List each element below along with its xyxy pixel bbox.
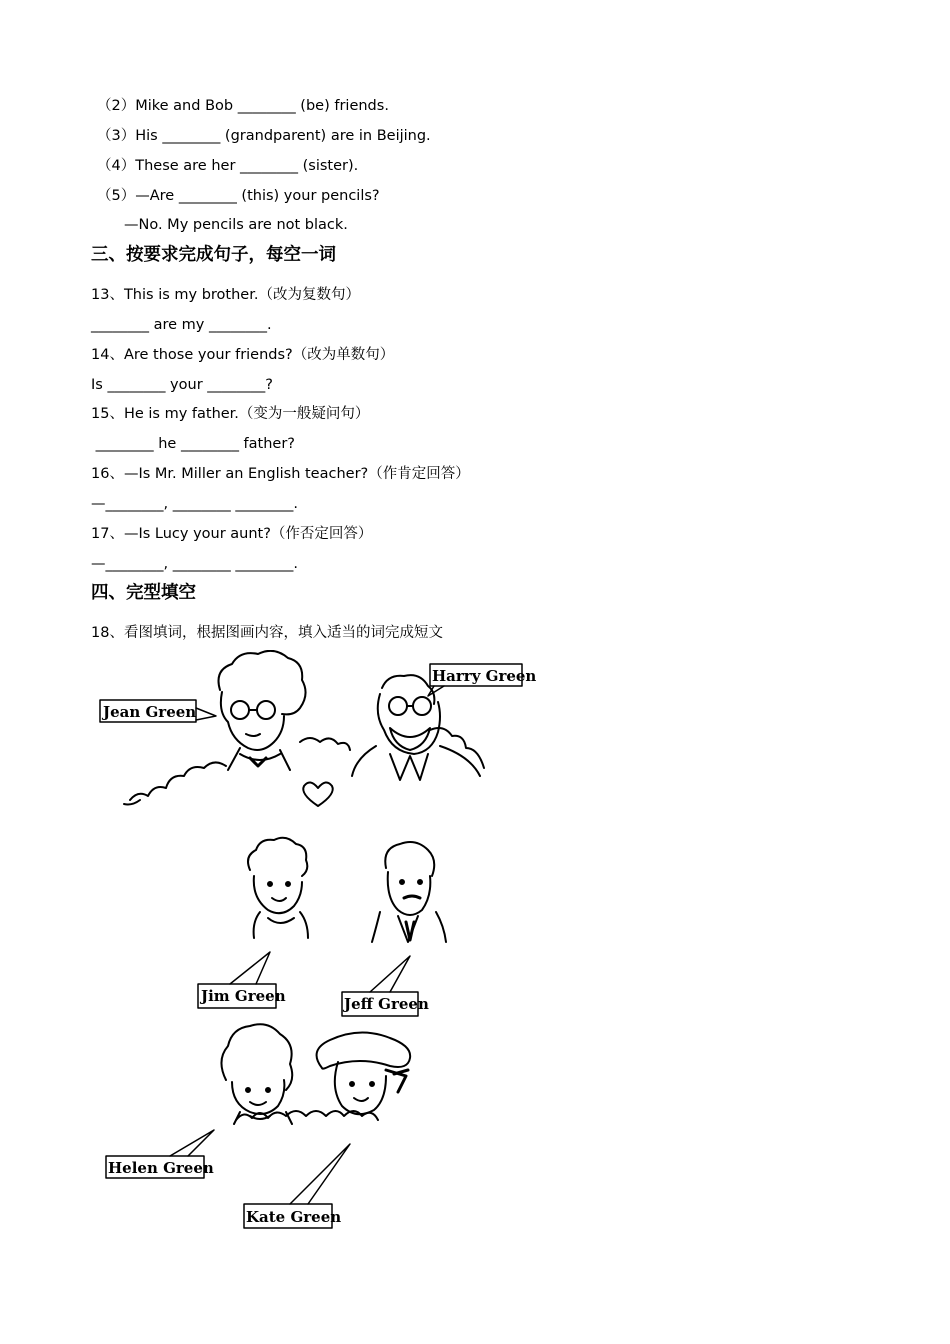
- question-18: 18、看图填词，根据图画内容，填入适当的词完成短文: [91, 625, 443, 641]
- label-jeff-green: Jeff Green: [344, 995, 429, 1013]
- helen-green-figure: [221, 1024, 292, 1124]
- question-14-blank: Is ________ your ________?: [91, 377, 273, 393]
- question-16: 16、—Is Mr. Miller an English teacher?（作肯定回答）: [91, 466, 470, 482]
- question-2-2: （2）Mike and Bob ________ (be) friends.: [97, 98, 389, 114]
- label-helen-green: Helen Green: [108, 1159, 214, 1177]
- question-15: 15、He is my father.（变为一般疑问句）: [91, 406, 370, 422]
- label-kate-green: Kate Green: [246, 1208, 342, 1226]
- question-15-blank: ________ he ________ father?: [91, 436, 295, 452]
- question-2-5: （5）—Are ________ (this) your pencils?: [97, 188, 380, 204]
- section-3-heading: 三、按要求完成句子，每空一词: [91, 245, 336, 265]
- question-2-3: （3）His ________ (grandparent) are in Beijing.: [97, 128, 431, 144]
- question-17-blank: —________, ________ ________.: [91, 556, 298, 572]
- question-16-blank: —________, ________ ________.: [91, 496, 298, 512]
- harry-green-figure: [352, 675, 480, 780]
- question-2-5-answer: —No. My pencils are not black.: [124, 217, 348, 233]
- jim-green-figure: [248, 838, 308, 938]
- family-picture: [90, 650, 540, 1240]
- question-14: 14、Are those your friends?（改为单数句）: [91, 347, 395, 363]
- question-2-4: （4）These are her ________ (sister).: [97, 158, 359, 174]
- question-17: 17、—Is Lucy your aunt?（作否定回答）: [91, 526, 373, 542]
- label-harry-green: Harry Green: [432, 667, 537, 685]
- heart-icon: [303, 782, 332, 806]
- label-jim-green: Jim Green: [201, 987, 286, 1005]
- question-13: 13、This is my brother.（改为复数句）: [91, 287, 360, 303]
- section-4-heading: 四、完型填空: [91, 583, 196, 603]
- jean-green-figure: [219, 651, 306, 770]
- label-jean-green: Jean Green: [103, 703, 197, 721]
- jeff-green-figure: [372, 842, 446, 942]
- question-13-blank: ________ are my ________.: [91, 317, 272, 333]
- kate-green-figure: [317, 1032, 411, 1114]
